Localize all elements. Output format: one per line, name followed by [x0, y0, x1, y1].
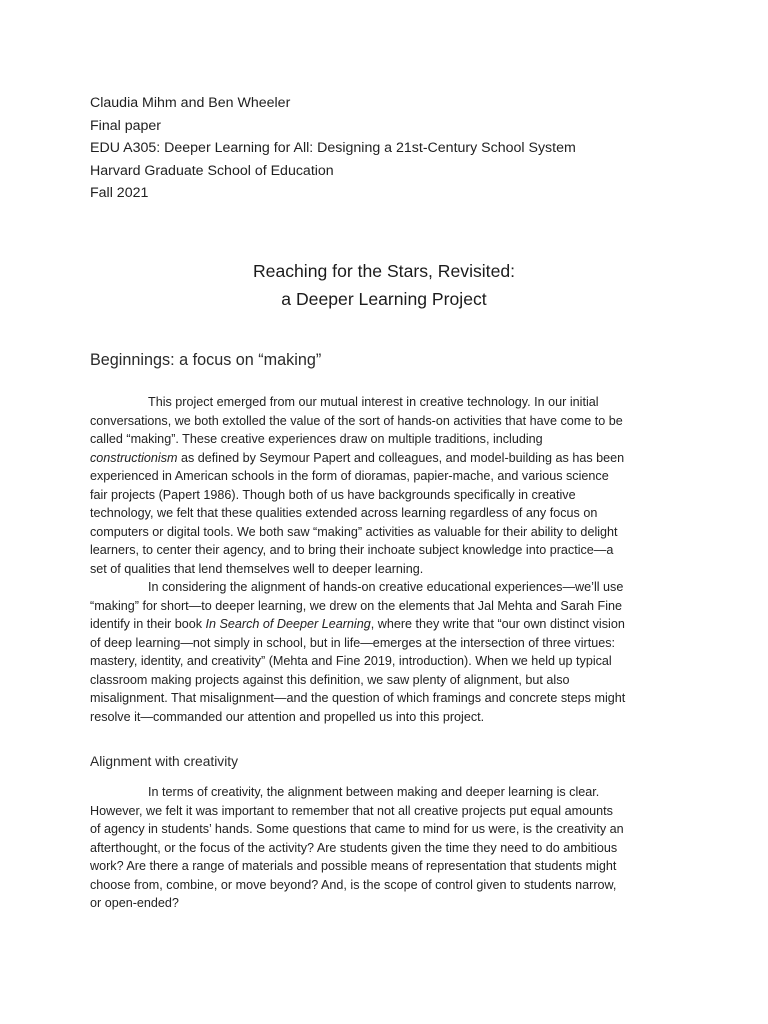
paragraph-3: [90, 783, 690, 913]
paragraph-line: mastery, identity, and creativity” (Mehta and Fine 2019, introduction). When we held up typical: [90, 654, 612, 668]
institution-line: Harvard Graduate School of Education: [90, 162, 334, 179]
paragraph-line: of agency in students’ hands. Some questions that came to mind for us were, is the creativity an: [90, 822, 624, 836]
paragraph-line: resolve it—commanded our attention and propelled us into this project.: [90, 709, 485, 724]
paragraph-line: fair projects (Papert 1986). Though both of us have backgrounds specifically in creative: [90, 487, 576, 502]
paragraph-line: experienced in American schools in the form of dioramas, papier-mache, and various science: [90, 469, 609, 483]
authors-line: Claudia Mihm and Ben Wheeler: [90, 95, 291, 111]
paragraph-2: [90, 578, 690, 726]
section-heading-beginnings: Beginnings: a focus on “making”: [90, 351, 322, 369]
italic-term: constructionism: [90, 450, 178, 465]
paper-title: [0, 258, 768, 313]
paragraph-line: In considering the alignment of hands-on creative educational experiences—we’ll use: [148, 580, 624, 594]
paragraph-line: “making” for short—to deeper learning, we drew on the elements that Jal Mehta and Sarah Fine: [90, 598, 623, 613]
term-line: Fall 2021: [90, 185, 149, 202]
paragraph-line: However, we felt it was important to remember that not all creative projects put equal amounts: [90, 803, 613, 818]
paragraph-line: technology, we felt that these qualities extended across learning regardless of any focus on: [90, 506, 598, 520]
section-heading-creativity: Alignment with creativity: [90, 754, 238, 769]
paragraph-line: choose from, combine, or move beyond? And, is the scope of control given to students narrow,: [90, 877, 617, 892]
title-line-1: Reaching for the Stars, Revisited:: [252, 261, 516, 281]
paper-header: [90, 92, 710, 205]
paragraph-line: computers or digital tools. We both saw “making” activities as valuable for their ability to delight: [90, 524, 618, 539]
course-line: EDU A305: Deeper Learning for All: Designing a 21st-Century School System: [90, 140, 576, 157]
title-line-2: a Deeper Learning Project: [281, 288, 487, 309]
document-type-line: Final paper: [90, 117, 161, 134]
paragraph-line: In terms of creativity, the alignment between making and deeper learning is clear.: [148, 785, 600, 799]
paragraph-text: , where they write that “our own distinct vision: [370, 617, 625, 631]
paragraph-line: or open-ended?: [90, 896, 179, 910]
paragraph-line: set of qualities that lend themselves well to deeper learning.: [90, 561, 424, 576]
paragraph-line: work? Are there a range of materials and possible means of representation that students might: [90, 859, 617, 873]
paragraph-line: This project emerged from our mutual interest in creative technology. In our initial: [148, 395, 599, 409]
paragraph-line: of deep learning—not simply in school, but in life—emerges at the intersection of three virtues:: [90, 635, 616, 650]
paragraph-line: conversations, we both extolled the value of the sort of hands-on activities that have come to be: [90, 413, 623, 428]
paragraph-line: afterthought, or the focus of the activity? Are students given the time they need to do ambitious: [90, 840, 618, 855]
paragraph-line: called “making”. These creative experiences draw on multiple traditions, including: [90, 432, 543, 446]
paragraph-line: [90, 615, 690, 634]
paragraph-text: as defined by Seymour Papert and colleagues, and model-building as has been: [177, 450, 625, 465]
paragraph-1: [90, 393, 690, 578]
paragraph-text: identify in their book: [90, 617, 206, 631]
paragraph-line: classroom making projects against this definition, we saw plenty of alignment, but also: [90, 672, 570, 687]
paragraph-line: learners, to center their agency, and to bring their inchoate subject knowledge into practice—a: [90, 543, 614, 557]
paragraph-line: [90, 449, 690, 468]
paragraph-line: misalignment. That misalignment—and the question of which framings and concrete steps might: [90, 691, 626, 705]
italic-book-title: In Search of Deeper Learning: [205, 617, 371, 631]
